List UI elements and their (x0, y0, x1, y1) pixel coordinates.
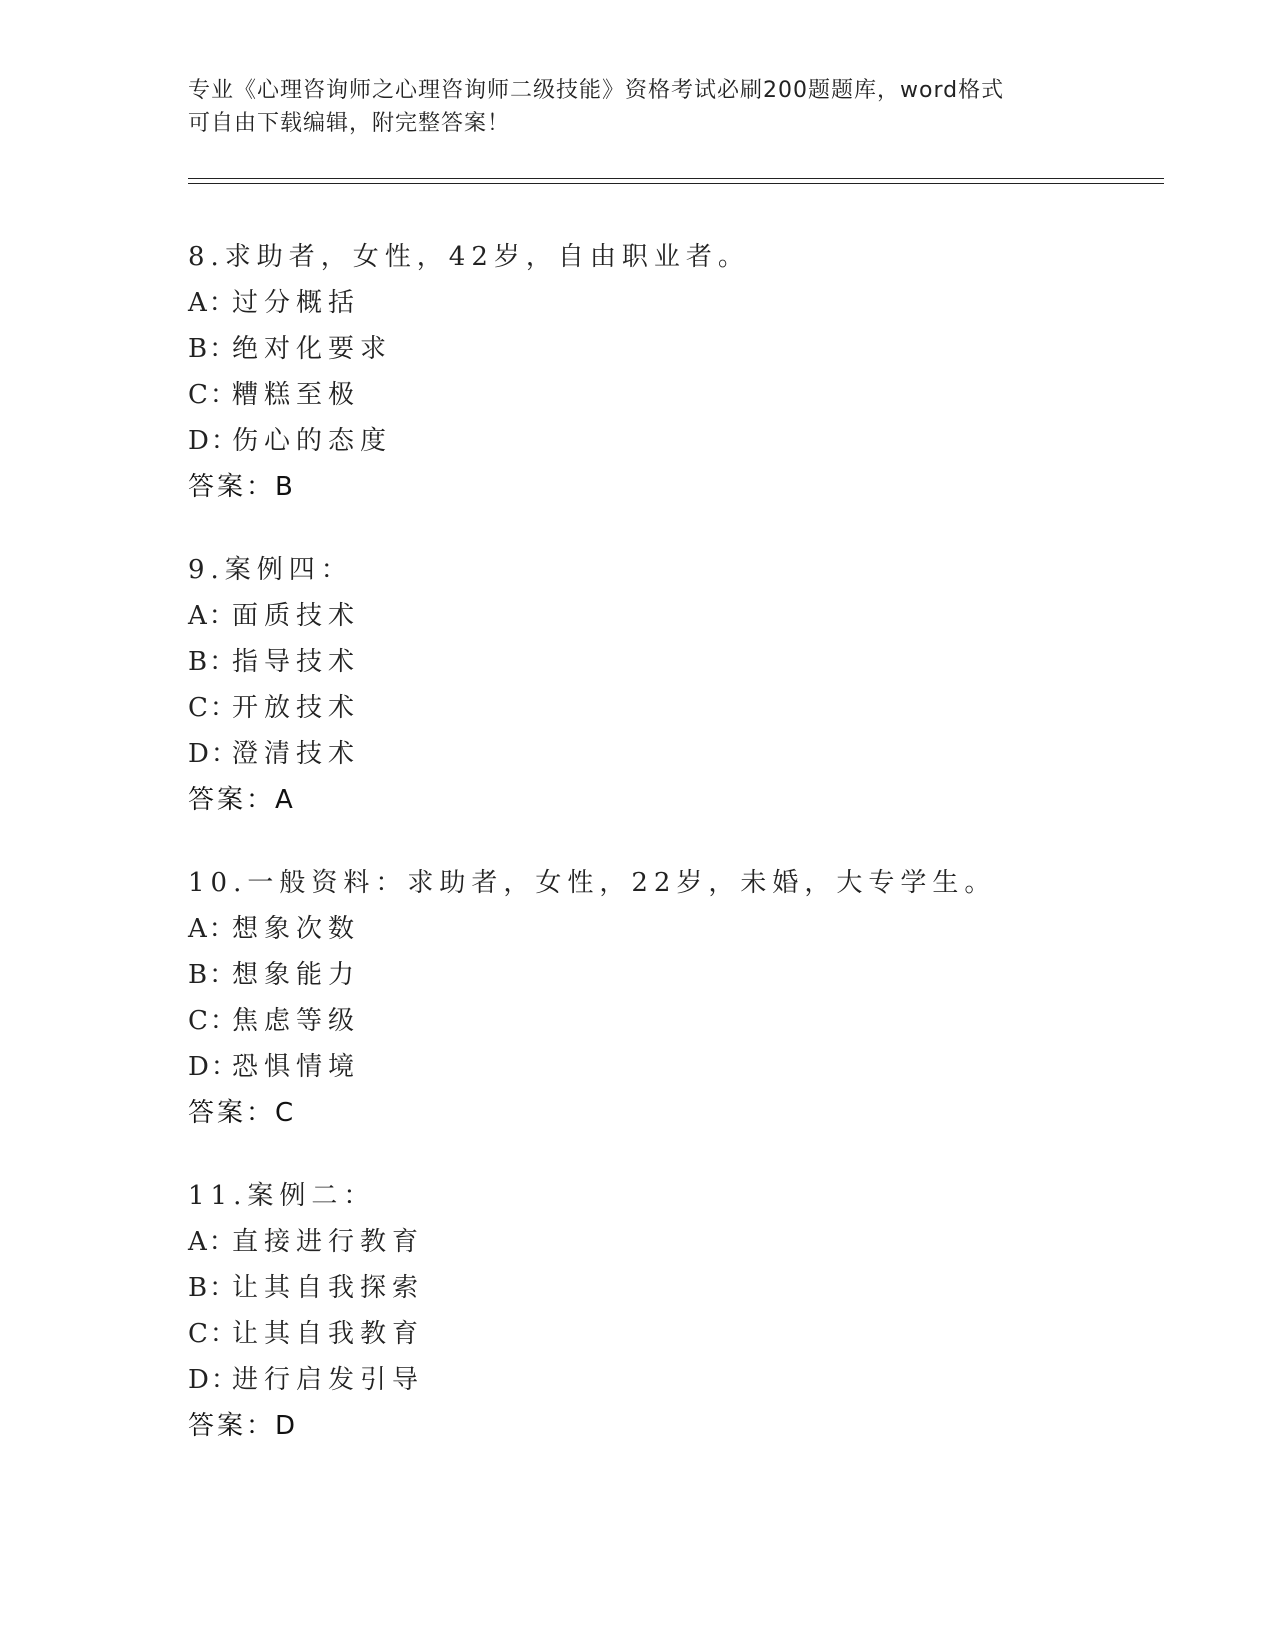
option-letter: D： (188, 1052, 239, 1082)
option-d (188, 418, 1168, 464)
option-b (188, 952, 1168, 998)
option-letter: C： (188, 380, 238, 410)
answer-label: 答案： (188, 785, 276, 815)
option-letter: B： (188, 647, 238, 677)
option-text: 指导技术 (232, 647, 361, 677)
option-letter: B： (188, 960, 238, 990)
answer-value: C (275, 1098, 297, 1128)
option-letter: C： (188, 1319, 238, 1349)
option-a (188, 593, 1168, 639)
option-text: 想象次数 (232, 914, 361, 944)
option-letter: B： (188, 1273, 238, 1303)
option-letter: D： (188, 1365, 239, 1395)
header-line-1: 专业《心理咨询师之心理咨询师二级技能》资格考试必刷200题题库，word格式 (188, 78, 1005, 103)
option-b (188, 639, 1168, 685)
answer-line (188, 1403, 1168, 1449)
option-text: 直接进行教育 (232, 1227, 425, 1257)
option-text: 想象能力 (232, 960, 361, 990)
option-letter: C： (188, 693, 238, 723)
question-stem: 10.一般资料：求助者，女性，22岁，未婚，大专学生。 (188, 868, 997, 898)
answer-value: A (275, 785, 296, 815)
header-divider-top (188, 178, 1164, 179)
answer-line (188, 1090, 1168, 1136)
answer-line (188, 777, 1168, 823)
answer-label: 答案： (188, 472, 276, 502)
option-text: 面质技术 (232, 601, 361, 631)
option-text: 恐惧情境 (232, 1052, 361, 1082)
option-d (188, 731, 1168, 777)
option-text: 绝对化要求 (232, 334, 393, 364)
answer-value: B (275, 472, 296, 502)
option-b (188, 1265, 1168, 1311)
option-letter: C： (188, 1006, 238, 1036)
option-text: 开放技术 (232, 693, 361, 723)
answer-value: D (275, 1411, 299, 1441)
option-letter: A： (188, 288, 237, 318)
option-text: 让其自我探索 (232, 1273, 425, 1303)
option-a (188, 280, 1168, 326)
option-letter: A： (188, 601, 237, 631)
answer-label: 答案： (188, 1411, 276, 1441)
option-a (188, 906, 1168, 952)
option-text: 让其自我教育 (232, 1319, 425, 1349)
question-item (188, 234, 1168, 510)
option-text: 伤心的态度 (232, 426, 393, 456)
question-stem: 9.案例四： (188, 555, 353, 585)
option-text: 进行启发引导 (232, 1365, 425, 1395)
option-c (188, 685, 1168, 731)
question-stem: 8.求助者，女性，42岁，自由职业者。 (188, 242, 750, 272)
option-text: 澄清技术 (232, 739, 361, 769)
option-letter: B： (188, 334, 238, 364)
option-c (188, 372, 1168, 418)
option-letter: D： (188, 739, 239, 769)
question-list (188, 234, 1168, 1486)
question-item (188, 547, 1168, 823)
option-text: 过分概括 (232, 288, 361, 318)
document-header (188, 74, 1088, 140)
option-letter: A： (188, 1227, 237, 1257)
answer-line (188, 464, 1168, 510)
option-c (188, 998, 1168, 1044)
option-b (188, 326, 1168, 372)
question-stem: 11.案例二： (188, 1181, 376, 1211)
option-c (188, 1311, 1168, 1357)
header-line-2: 可自由下载编辑，附完整答案！ (188, 111, 511, 136)
answer-label: 答案： (188, 1098, 276, 1128)
question-item (188, 1173, 1168, 1449)
option-text: 糟糕至极 (232, 380, 361, 410)
header-divider-bottom (188, 183, 1164, 184)
option-d (188, 1044, 1168, 1090)
option-d (188, 1357, 1168, 1403)
option-a (188, 1219, 1168, 1265)
option-letter: D： (188, 426, 239, 456)
option-letter: A： (188, 914, 237, 944)
option-text: 焦虑等级 (232, 1006, 361, 1036)
question-item (188, 860, 1168, 1136)
